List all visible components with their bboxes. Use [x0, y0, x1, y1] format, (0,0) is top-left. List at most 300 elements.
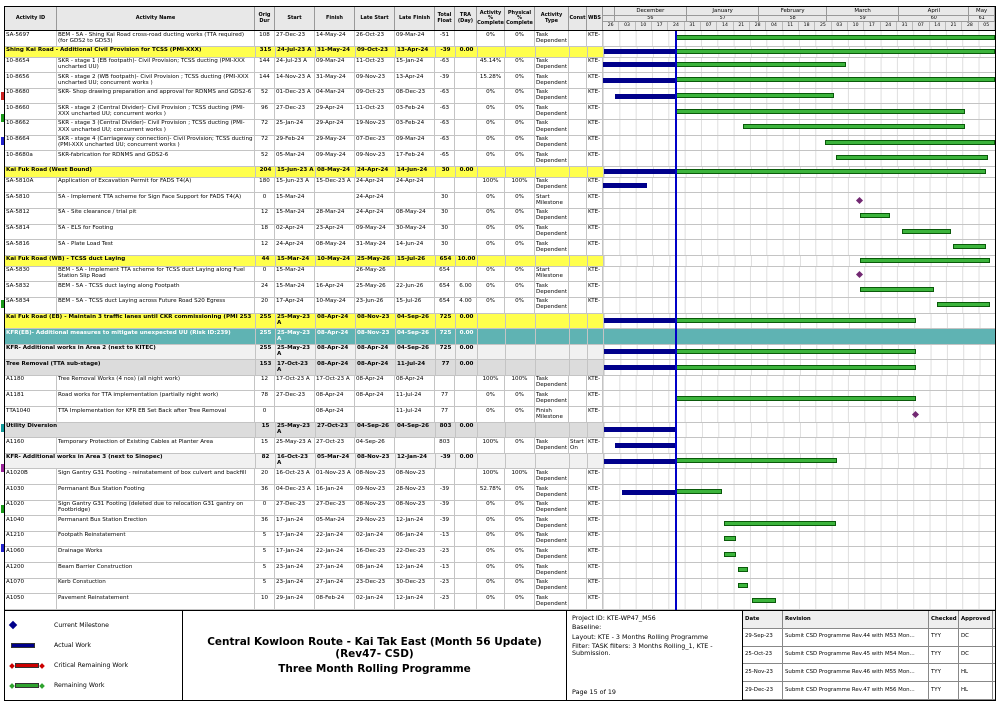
remaining-work-bar [724, 521, 836, 526]
cell-ls: 08-Nov-23 [356, 329, 396, 344]
cell-tf: -63 [435, 136, 455, 151]
cell-lf: 12-Jan-24 [395, 516, 435, 531]
cell-name: SKR - stage 2 (WB footpath)- Civil Provision ; TCSS ducting (PMI-XXX uncharted UU; concurrent works ) [57, 73, 255, 88]
cell-wbs: KTE- [587, 178, 603, 193]
cell-finish: 08-Apr-24 [316, 314, 356, 329]
timeline-months-row [603, 7, 995, 16]
actual-work-bar [603, 183, 647, 188]
column-header-start: Start [275, 7, 315, 30]
cell-ppct: 0% [505, 532, 535, 547]
cell-id: A1180 [5, 376, 57, 391]
cell-tf: 803 [436, 423, 456, 438]
cell-tra [455, 469, 477, 484]
legend-item [10, 682, 177, 689]
cell-id: SA-5834 [5, 298, 57, 313]
table-body [5, 31, 995, 610]
schedule-grid [5, 7, 995, 610]
cell-ppct: 100% [505, 469, 535, 484]
cell-tf: 654 [436, 256, 456, 266]
cell-start: 25-May-23 A [276, 345, 316, 360]
cell-start: 16-Oct-23 A [276, 454, 316, 469]
activity-row [5, 267, 995, 283]
cell-start: 23-Jan-24 [275, 563, 315, 578]
revision-cell: HL [959, 682, 993, 699]
revision-cell: Submit CSD Programme Rev.46 with M55 Mon... [783, 664, 929, 681]
gantt-cell [604, 423, 995, 438]
cell-apct: 100% [477, 438, 505, 453]
cell-finish: 15-Dec-23 A [315, 178, 355, 193]
cell-od: 12 [255, 376, 275, 391]
cell-id: SA-5832 [5, 282, 57, 297]
column-header-apct: Activity % Complete [477, 7, 505, 30]
cell-constr [569, 58, 587, 73]
column-header-id: Activity ID [5, 7, 57, 30]
cell-lf: 12-Jan-24 [396, 454, 436, 469]
cell-atype: Task Dependent [535, 120, 569, 135]
cell-od: 144 [255, 58, 275, 73]
cell-constr [569, 407, 587, 422]
cell-constr [570, 167, 588, 177]
activity-row [5, 563, 995, 579]
cell-ls: 08-Apr-24 [356, 345, 396, 360]
cell-constr [569, 516, 587, 531]
cell-apct: 0% [477, 31, 505, 46]
page-number: Page 15 of 19 [572, 688, 616, 696]
cell-tf: -13 [435, 563, 455, 578]
cell-name: Kerb Constuction [57, 579, 255, 594]
cell-od: 12 [255, 209, 275, 224]
cell-finish [315, 193, 355, 208]
cell-lf: 08-Dec-23 [395, 89, 435, 104]
cell-od: 108 [255, 31, 275, 46]
cell-apct: 0% [477, 209, 505, 224]
cell-od: 36 [255, 485, 275, 500]
legend-symbol-bar [10, 643, 50, 648]
cell-od: 15 [256, 423, 276, 438]
cell-ppct [506, 423, 536, 438]
cell-apct [478, 360, 506, 375]
cell-od: 52 [255, 151, 275, 166]
cell-start: 17-Oct-23 A [275, 376, 315, 391]
cell-wbs: KTE- [587, 209, 603, 224]
week-label: 31 [897, 22, 913, 31]
project-info-block [567, 611, 743, 700]
remaining-work-bar [738, 567, 747, 572]
cell-tra [455, 89, 477, 104]
cell-apct: 0% [477, 193, 505, 208]
cell-constr [569, 267, 587, 282]
cell-id: KFR(EB)- Additional measures to mitigate unexpected UU (Risk ID:239) [5, 329, 256, 344]
month-label: December [615, 7, 687, 16]
revision-row [743, 682, 995, 700]
cell-finish: 16-Apr-24 [315, 282, 355, 297]
cell-wbs: KTE- [587, 58, 603, 73]
remaining-work-bar [676, 458, 837, 463]
week-label: 24 [668, 22, 684, 31]
month-number: 61 [969, 16, 995, 22]
activity-row [5, 120, 995, 136]
remaining-work-bar [676, 349, 916, 354]
remaining-work-bar [676, 318, 916, 323]
month-number: 56 [615, 16, 687, 22]
cell-lf: 09-Mar-24 [395, 136, 435, 151]
cell-tra: 0.00 [456, 314, 478, 329]
cell-wbs: KTE- [587, 136, 603, 151]
cell-finish: 22-Jan-24 [315, 547, 355, 562]
remaining-work-bar [676, 49, 995, 54]
cell-od: 96 [255, 104, 275, 119]
cell-start: 17-Jan-24 [275, 532, 315, 547]
week-label: 31 [685, 22, 701, 31]
cell-atype: Task Dependent [535, 547, 569, 562]
cell-start: 27-Dec-23 [275, 31, 315, 46]
cell-apct: 15.28% [477, 73, 505, 88]
cell-tra [455, 31, 477, 46]
cell-constr [569, 31, 587, 46]
cell-name: Tree Removal Works (4 nos) (all night work) [57, 376, 255, 391]
cell-start: 15-Mar-24 [275, 282, 315, 297]
cell-name: 5A - Implement TTA scheme for Sign Face Support for FADS T4(A) [57, 193, 255, 208]
cell-tra [455, 438, 477, 453]
column-header-tf: Total Float [435, 7, 455, 30]
cell-wbs: KTE- [587, 193, 603, 208]
gantt-cell [603, 516, 995, 531]
cell-atype: Task Dependent [535, 31, 569, 46]
summary-row [5, 167, 995, 178]
cell-ls: 08-Nov-23 [355, 469, 395, 484]
cell-start: 04-Dec-23 A [275, 485, 315, 500]
cell-name: 5A - Site clearance / trial pit [57, 209, 255, 224]
cell-tf: 725 [436, 329, 456, 344]
activity-row [5, 438, 995, 454]
cell-tra: 0.00 [456, 329, 478, 344]
cell-tf: 30 [435, 209, 455, 224]
cell-constr [570, 345, 588, 360]
legend-bar-icon [15, 663, 39, 668]
actual-work-bar [604, 459, 676, 464]
cell-ppct [506, 360, 536, 375]
cell-name: SKR - stage 4 (Carriageway connection)- Civil Provision; TCSS ducting (PMI-XXX uncharted UU; concurrent works ) [57, 136, 255, 151]
cell-start: 27-Dec-23 [275, 104, 315, 119]
cell-start: 29-Jan-24 [275, 594, 315, 609]
legend-item [10, 662, 177, 669]
cell-tra: 0.00 [456, 423, 478, 438]
cell-ppct [506, 167, 536, 177]
cell-id: Kai Fuk Road (EB) - Maintain 3 traffic lanes until CKR commissioning (PMI 253 [5, 314, 256, 329]
cell-start: 25-May-23 A [275, 438, 315, 453]
gantt-cell [603, 31, 995, 46]
cell-tra [455, 58, 477, 73]
cell-ppct: 0% [505, 516, 535, 531]
cell-constr [569, 120, 587, 135]
cell-finish: 31-May-24 [315, 73, 355, 88]
cell-atype: Task Dependent [535, 594, 569, 609]
cell-ls: 24-Apr-24 [356, 167, 396, 177]
gantt-cell [603, 209, 995, 224]
gantt-cell [603, 298, 995, 313]
cell-finish: 17-Oct-23 A [315, 376, 355, 391]
cell-wbs [588, 345, 604, 360]
week-label: 25 [815, 22, 831, 31]
project-info-line: Filter: TASK filters: 3 Months Rolling_1, KTE - Submission. [572, 642, 713, 658]
week-label: 14 [717, 22, 733, 31]
cell-ppct: 0% [505, 267, 535, 282]
cell-wbs [588, 454, 604, 469]
remaining-work-bar [675, 62, 845, 67]
cell-tra [455, 120, 477, 135]
cell-ppct: 0% [505, 579, 535, 594]
cell-od: 0 [255, 501, 275, 516]
cell-finish: 22-Jan-24 [315, 532, 355, 547]
cell-ls: 07-Dec-23 [355, 136, 395, 151]
cell-ppct: 0% [505, 193, 535, 208]
actual-work-bar [615, 94, 676, 99]
cell-apct: 0% [477, 501, 505, 516]
cell-apct: 45.14% [477, 58, 505, 73]
cell-ppct: 0% [505, 31, 535, 46]
cell-ls: 25-May-26 [355, 282, 395, 297]
cell-name: Beam Barrier Construction [57, 563, 255, 578]
cell-wbs: KTE- [587, 376, 603, 391]
gantt-cell [603, 485, 995, 500]
column-header-lf: Late Finish [395, 7, 435, 30]
cell-finish: 08-May-24 [316, 167, 356, 177]
timeline-weeks-row [603, 22, 995, 31]
cell-finish: 29-Apr-24 [315, 104, 355, 119]
cell-apct: 0% [477, 89, 505, 104]
cell-wbs: KTE- [587, 516, 603, 531]
cell-id: Utility Diversion [5, 423, 256, 438]
gantt-cell [603, 547, 995, 562]
cell-name: SKR-fabrication for RDNMS and GDS2-6 [57, 151, 255, 166]
cell-tra [455, 547, 477, 562]
cell-lf: 13-Apr-24 [396, 47, 436, 57]
cell-lf: 04-Sep-26 [396, 345, 436, 360]
milestone-diamond [856, 197, 863, 204]
gantt-cell [603, 151, 995, 166]
legend-symbol-bar-ends [10, 663, 50, 668]
cell-wbs: KTE- [587, 547, 603, 562]
cell-start: 25-May-23 A [276, 423, 316, 438]
cell-finish: 31-May-24 [316, 47, 356, 57]
week-label: 10 [636, 22, 652, 31]
cell-wbs: KTE- [587, 298, 603, 313]
cell-atype [536, 329, 570, 344]
cell-start: 24-Apr-24 [275, 240, 315, 255]
cell-tra: 0.00 [456, 360, 478, 375]
actual-work-bar [603, 78, 675, 83]
legend-symbol-bar-ends [10, 683, 50, 688]
remaining-work-bar [675, 35, 995, 40]
cell-lf: 04-Sep-26 [396, 314, 436, 329]
gantt-cell [604, 47, 995, 57]
cell-lf: 04-Sep-26 [396, 423, 436, 438]
month-label: April [899, 7, 969, 16]
cell-wbs [588, 360, 604, 375]
revision-cell: DC [959, 629, 993, 646]
cell-start: 23-Jan-24 [275, 579, 315, 594]
actual-work-bar [604, 49, 676, 54]
cell-apct: 0% [477, 391, 505, 406]
cell-lf: 15-Jan-24 [395, 58, 435, 73]
cell-finish: 09-May-24 [315, 151, 355, 166]
remaining-work-bar [825, 140, 995, 145]
cell-tf: -65 [435, 151, 455, 166]
legend-label: Critical Remaining Work [54, 662, 129, 670]
column-header-finish: Finish [315, 7, 355, 30]
cell-atype: Task Dependent [535, 485, 569, 500]
cell-tra: 10.00 [456, 256, 478, 266]
week-label: 07 [913, 22, 929, 31]
cell-lf: 08-Apr-24 [395, 376, 435, 391]
cell-wbs: KTE- [587, 407, 603, 422]
remaining-work-bar [675, 489, 722, 494]
cell-tra [455, 178, 477, 193]
cell-tf: 654 [435, 267, 455, 282]
cell-atype: Task Dependent [535, 438, 569, 453]
activity-row [5, 532, 995, 548]
cell-tf: -39 [435, 516, 455, 531]
column-header-name: Activity Name [57, 7, 255, 30]
cell-id: Kai Fuk Road (West Bound) [5, 167, 256, 177]
gantt-cell [603, 178, 995, 193]
actual-work-bar [603, 62, 675, 67]
month-label: February [759, 7, 827, 16]
cell-ppct: 0% [505, 438, 535, 453]
cell-finish: 08-Apr-24 [315, 407, 355, 422]
cell-ls: 19-Nov-23 [355, 120, 395, 135]
activity-row [5, 209, 995, 225]
cell-wbs [588, 256, 604, 266]
cell-ls: 25-May-26 [356, 256, 396, 266]
project-info-line: Layout: KTE - 3 Months Rolling Programme [572, 632, 709, 641]
legend-label: Remaining Work [54, 682, 105, 690]
cell-od: 20 [255, 469, 275, 484]
cell-tf: 30 [435, 193, 455, 208]
revision-header-checked: Checked [929, 611, 959, 628]
cell-tf: 654 [435, 298, 455, 313]
cell-wbs [588, 167, 604, 177]
cell-tra: 4.00 [455, 298, 477, 313]
cell-constr [570, 423, 588, 438]
revision-cell: TYY [929, 629, 959, 646]
revision-row [743, 629, 995, 647]
cell-tf: 725 [436, 345, 456, 360]
cell-ppct: 0% [505, 240, 535, 255]
cell-constr [569, 501, 587, 516]
remaining-work-bar [953, 244, 986, 249]
cell-constr [569, 376, 587, 391]
cell-start: 16-Oct-23 A [275, 469, 315, 484]
cell-name: SKR - stage 2 (Central Divider)- Civil Provision ; TCSS ducting (PMI-XXX uncharted UU; concurrent works ) [57, 104, 255, 119]
cell-atype [536, 256, 570, 266]
cell-name: BEM - 5A - Implement TTA scheme for TCSS duct Laying along Fuel Station Slip Road [57, 267, 255, 282]
cell-tra: 0.00 [456, 47, 478, 57]
gantt-cell [604, 329, 995, 344]
cell-ls: 11-Oct-23 [355, 58, 395, 73]
cell-atype: Task Dependent [535, 532, 569, 547]
cell-ppct: 0% [505, 225, 535, 240]
cell-constr [569, 89, 587, 104]
cell-od: 52 [255, 89, 275, 104]
cell-lf [395, 193, 435, 208]
cell-ls: 08-Jan-24 [355, 563, 395, 578]
cell-tf: -51 [435, 31, 455, 46]
cell-wbs: KTE- [587, 73, 603, 88]
week-label: 14 [930, 22, 946, 31]
cell-start: 15-Mar-24 [275, 193, 315, 208]
cell-apct [478, 167, 506, 177]
week-label: 17 [652, 22, 668, 31]
actual-work-bar [604, 365, 676, 370]
cell-wbs: KTE- [587, 120, 603, 135]
cell-wbs [588, 423, 604, 438]
cell-name: Sign Gantry G31 Footing (deleted due to relocation G31 gantry on Footbridge) [57, 501, 255, 516]
cell-tf: -13 [435, 532, 455, 547]
cell-tra [455, 376, 477, 391]
revision-cell: DC [959, 647, 993, 664]
activity-row [5, 516, 995, 532]
cell-lf: 17-Feb-24 [395, 151, 435, 166]
cell-od: 44 [256, 256, 276, 266]
cell-id: SA-5830 [5, 267, 57, 282]
summary-row [5, 329, 995, 345]
activity-row [5, 391, 995, 407]
cell-ls: 09-Nov-23 [355, 151, 395, 166]
cell-atype: Task Dependent [535, 376, 569, 391]
gantt-cell [604, 345, 995, 360]
cell-lf: 08-Nov-23 [395, 469, 435, 484]
cell-id: Shing Kai Road - Additional Civil Provision for TCSS (PMI-XXX) [5, 47, 256, 57]
revision-row [743, 664, 995, 682]
cell-constr [569, 193, 587, 208]
cell-lf: 12-Jan-24 [395, 563, 435, 578]
cell-tra [455, 193, 477, 208]
cell-tra [455, 209, 477, 224]
cell-id: 10-8660 [5, 104, 57, 119]
cell-id: SA-5814 [5, 225, 57, 240]
cell-constr [569, 485, 587, 500]
cell-apct: 0% [477, 563, 505, 578]
cell-tra [455, 240, 477, 255]
cell-lf: 14-Jun-24 [396, 167, 436, 177]
cell-apct: 0% [477, 120, 505, 135]
cell-ls [355, 407, 395, 422]
report-footer [5, 610, 995, 700]
cell-od: 10 [255, 594, 275, 609]
revision-cell: TYY [929, 664, 959, 681]
revision-cell: 29-Sep-23 [743, 629, 783, 646]
cell-tf: -63 [435, 58, 455, 73]
summary-row [5, 256, 995, 267]
activity-row [5, 58, 995, 74]
cell-wbs: KTE- [587, 485, 603, 500]
milestone-diamond [856, 270, 863, 277]
cell-lf: 14-Jun-24 [395, 240, 435, 255]
cell-id: A1181 [5, 391, 57, 406]
gantt-cell [603, 376, 995, 391]
cell-id: 10-8654 [5, 58, 57, 73]
cell-ls: 02-Jan-24 [355, 532, 395, 547]
revision-cell: TYY [929, 647, 959, 664]
cell-finish: 27-Jan-24 [315, 563, 355, 578]
cell-apct: 0% [477, 298, 505, 313]
gantt-cell [603, 240, 995, 255]
cell-ppct: 0% [505, 594, 535, 609]
cell-wbs: KTE- [587, 469, 603, 484]
cell-tf [435, 469, 455, 484]
cell-wbs [588, 314, 604, 329]
